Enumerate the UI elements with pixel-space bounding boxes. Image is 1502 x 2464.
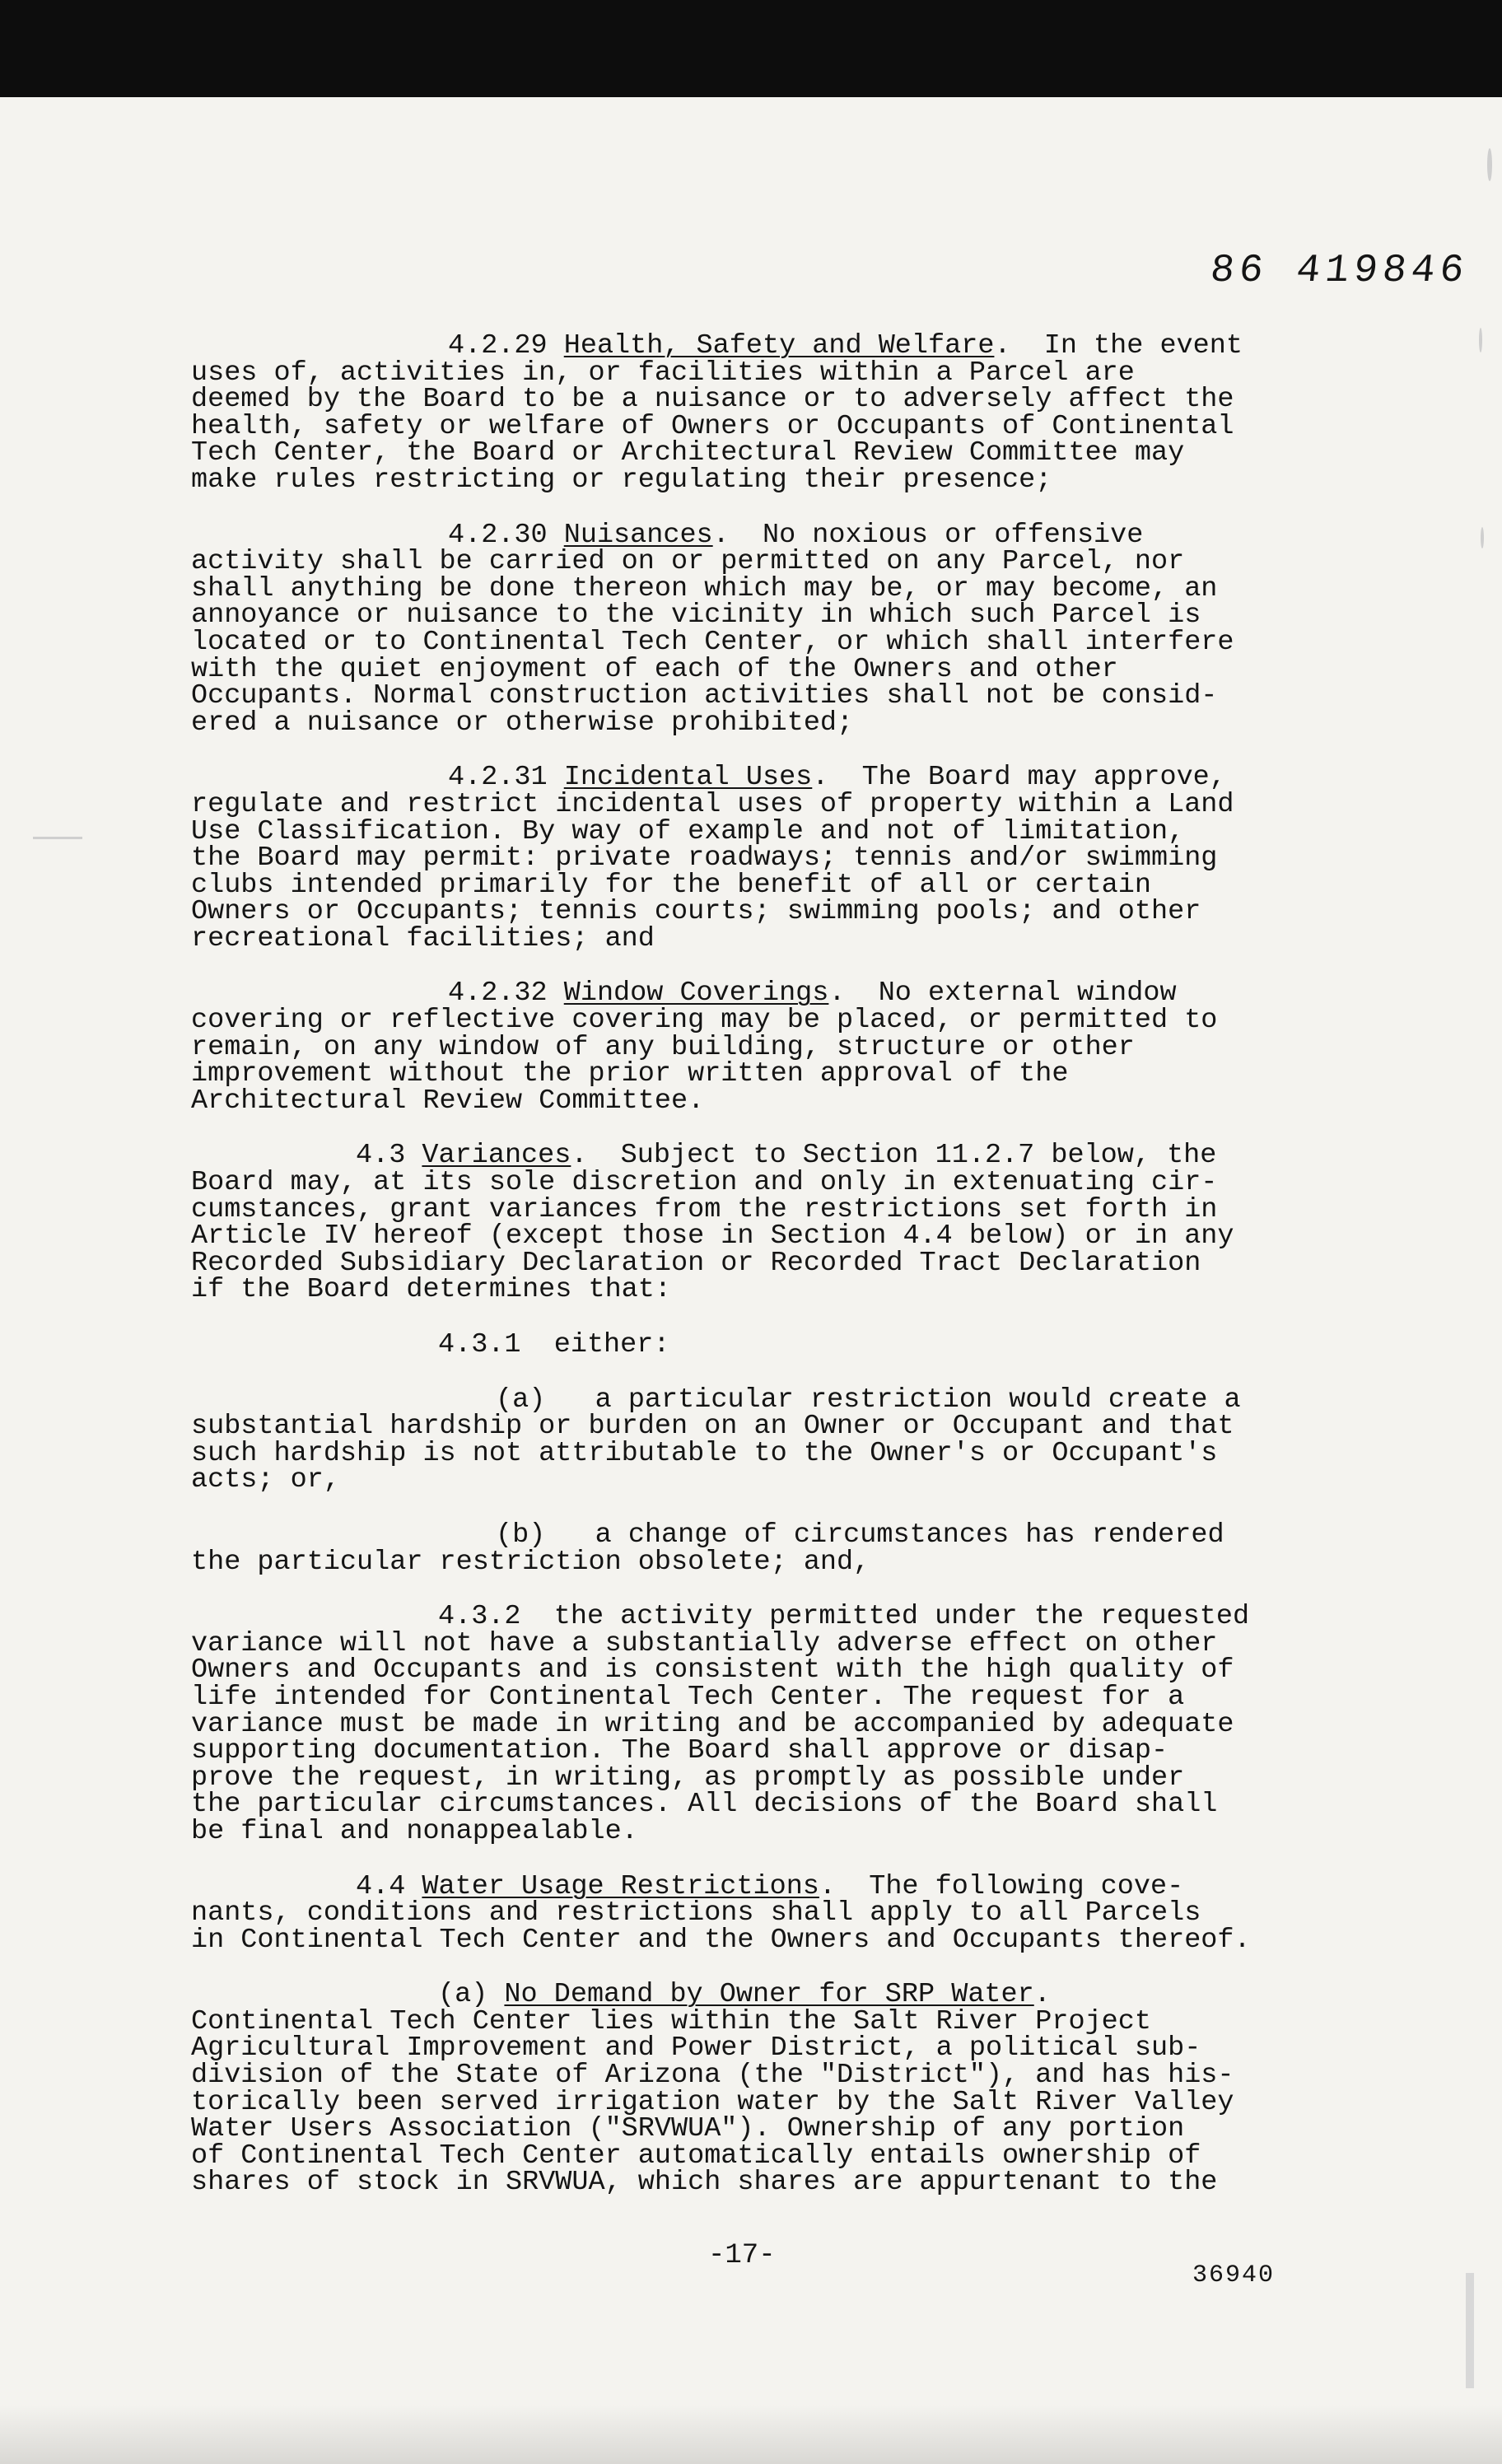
section-lead-text: . The Board may approve, — [812, 762, 1226, 794]
body-text-line: Article IV hereof (except those in Section 4.4 below) or in any — [191, 1220, 1234, 1253]
body-text-line: clubs intended primarily for the benefit of all or certain — [191, 869, 1151, 901]
section-paragraph — [191, 978, 1337, 1117]
section-heading-line — [191, 1519, 1337, 1551]
section-paragraph — [191, 330, 1337, 496]
scan-speck — [1479, 328, 1482, 352]
body-text-line: such hardship is not attributable to the Owner's or Occupant's — [191, 1437, 1218, 1469]
page-number: -17- — [708, 2240, 776, 2271]
section-lead-text: . — [1033, 1979, 1051, 2011]
body-text-line: annoyance or nuisance to the vicinity in which such Parcel is — [191, 600, 1201, 632]
body-text-line: division of the State of Arizona (the "District"), and has his- — [191, 2060, 1234, 2092]
body-text-line: of Continental Tech Center automatically entails ownership of — [191, 2140, 1201, 2172]
section-lead-text: . Subject to Section 11.2.7 below, the — [571, 1140, 1217, 1172]
body-text-line: the particular circumstances. All decisions of the Board shall — [191, 1789, 1218, 1821]
scan-speck — [33, 837, 82, 839]
section-number: 4.2.32 — [448, 978, 548, 1010]
section-lead-text: . In the event — [994, 330, 1243, 362]
body-text-line: in Continental Tech Center and the Owners and Occupants thereof. — [191, 1924, 1251, 1956]
body-text-line: regulate and restrict incidental uses of property within a Land — [191, 788, 1234, 820]
section-lead-text: the activity permitted under the requested — [520, 1601, 1250, 1633]
section-number: (a) — [496, 1384, 546, 1416]
body-text-line: Architectural Review Committee. — [191, 1085, 705, 1117]
body-text-line: variance must be made in writing and be accompanied by adequate — [191, 1708, 1234, 1740]
section-paragraph — [191, 519, 1337, 739]
section-number: 4.2.31 — [448, 762, 548, 794]
scan-border-bottom — [0, 2405, 1502, 2464]
body-text-line: life intended for Continental Tech Center. The request for a — [191, 1681, 1185, 1713]
body-text-line: Board may, at its sole discretion and only in extenuating cir- — [191, 1167, 1218, 1199]
body-text-line: nants, conditions and restrictions shall apply to all Parcels — [191, 1897, 1201, 1930]
section-title: Nuisances — [563, 519, 713, 551]
section-title: No Demand by Owner for SRP Water — [504, 1979, 1034, 2011]
section-lead-text: . The following cove- — [819, 1870, 1184, 1902]
body-text-line: make rules restricting or regulating their presence; — [191, 464, 1052, 496]
body-text-line: activity shall be carried on or permitted on any Parcel, nor — [191, 546, 1185, 578]
section-title: Window Coverings — [563, 978, 829, 1010]
scan-speck — [1481, 527, 1484, 548]
section-number: (b) — [496, 1519, 546, 1551]
body-text-line: the Board may permit: private roadways; tennis and/or swimming — [191, 842, 1218, 875]
section-heading-line — [191, 1384, 1337, 1416]
body-text-line: deemed by the Board to be a nuisance or to adversely affect the — [191, 384, 1234, 416]
body-text-line: Agricultural Improvement and Power District, a political sub- — [191, 2032, 1201, 2065]
body-text-line: shall anything be done thereon which may be, or may become, an — [191, 572, 1218, 604]
section-paragraph — [191, 1519, 1337, 1578]
section-paragraph — [191, 1142, 1337, 1304]
section-heading-line — [191, 1140, 1337, 1172]
section-paragraph — [191, 764, 1337, 952]
body-text-line: Water Users Association ("SRVWUA"). Ownership of any portion — [191, 2113, 1185, 2145]
body-text-line: prove the request, in writing, as promptly as possible under — [191, 1762, 1185, 1794]
body-text-line: uses of, activities in, or facilities within a Parcel are — [191, 357, 1135, 389]
section-heading-line — [191, 1981, 1337, 2009]
section-lead-text: . No external window — [828, 978, 1177, 1010]
section-title: Incidental Uses — [563, 762, 813, 794]
section-number: 4.3.2 — [438, 1601, 521, 1633]
document-number: 86 419846 — [1208, 249, 1472, 293]
section-number: 4.2.30 — [448, 519, 548, 551]
section-lead-text: . No noxious or offensive — [712, 519, 1144, 551]
body-text-line: located or to Continental Tech Center, or which shall interfere — [191, 626, 1234, 658]
body-text-line: cumstances, grant variances from the restrictions set forth in — [191, 1193, 1218, 1225]
section-paragraph — [191, 1329, 1337, 1360]
body-text-line: Owners and Occupants and is consistent with the high quality of — [191, 1654, 1234, 1687]
body-text-line: Owners or Occupants; tennis courts; swimming pools; and other — [191, 896, 1201, 928]
section-number: (a) — [438, 1979, 488, 2011]
body-text-line: Recorded Subsidiary Declaration or Recorded Tract Declaration — [191, 1247, 1201, 1279]
section-title: Health, Safety and Welfare — [563, 330, 995, 362]
document-body — [191, 330, 1337, 2224]
body-text-line: if the Board determines that: — [191, 1274, 671, 1306]
section-heading-line — [191, 762, 1337, 794]
body-text-line: with the quiet enjoyment of each of the Owners and other — [191, 653, 1118, 685]
body-text-line: the particular restriction obsolete; and, — [191, 1546, 870, 1578]
body-text-line: remain, on any window of any building, structure or other — [191, 1031, 1135, 1063]
scan-border-top — [0, 0, 1502, 97]
scan-speck — [1487, 148, 1492, 181]
body-text-line: torically been served irrigation water by the Salt River Valley — [191, 2086, 1234, 2118]
section-heading-line — [191, 1870, 1337, 1902]
body-text-line: substantial hardship or burden on an Owner or Occupant and that — [191, 1411, 1234, 1443]
section-title: Variances — [422, 1140, 571, 1172]
body-text-line: Use Classification. By way of example and not of limitation, — [191, 815, 1185, 847]
body-text-line: supporting documentation. The Board shall approve or disap- — [191, 1735, 1168, 1767]
body-text-line: acts; or, — [191, 1464, 340, 1496]
body-text-line: Tech Center, the Board or Architectural Review Committee may — [191, 437, 1185, 469]
body-text-line: ered a nuisance or otherwise prohibited; — [191, 707, 854, 739]
section-number: 4.4 — [356, 1870, 406, 1902]
body-text-line: covering or reflective covering may be placed, or permitted to — [191, 1005, 1218, 1037]
body-text-line: Continental Tech Center lies within the Salt River Project — [191, 2005, 1151, 2037]
body-text-line: shares of stock in SRVWUA, which shares are appurtenant to the — [191, 2167, 1218, 2199]
body-text-line: be final and nonappealable. — [191, 1815, 638, 1847]
section-title: Water Usage Restrictions — [422, 1870, 819, 1902]
section-lead-text: a change of circumstances has rendered — [545, 1519, 1224, 1551]
section-lead-text: either: — [520, 1329, 670, 1360]
section-paragraph — [191, 1603, 1337, 1845]
section-number: 4.3 — [356, 1140, 406, 1172]
scan-speck — [1466, 2273, 1474, 2388]
body-text-line: Occupants. Normal construction activities shall not be consid- — [191, 680, 1218, 712]
body-text-line: variance will not have a substantially adverse effect on other — [191, 1627, 1218, 1659]
section-number: 4.2.29 — [448, 330, 548, 362]
section-paragraph — [191, 1384, 1337, 1496]
section-lead-text: a particular restriction would create a — [545, 1384, 1241, 1416]
body-text-line: recreational facilities; and — [191, 922, 655, 954]
section-heading-line — [191, 519, 1337, 551]
section-heading-line — [191, 330, 1337, 362]
section-heading-line — [191, 1329, 1337, 1360]
body-text-line: health, safety or welfare of Owners or Occupants of Continental — [191, 410, 1234, 442]
document-code: 36940 — [1192, 2261, 1276, 2289]
section-number: 4.3.1 — [438, 1329, 521, 1360]
section-paragraph — [191, 1979, 1337, 2199]
body-text-line: improvement without the prior written approval of the — [191, 1058, 1069, 1090]
section-paragraph — [191, 1870, 1337, 1956]
section-heading-line — [191, 978, 1337, 1010]
section-heading-line — [191, 1603, 1337, 1631]
